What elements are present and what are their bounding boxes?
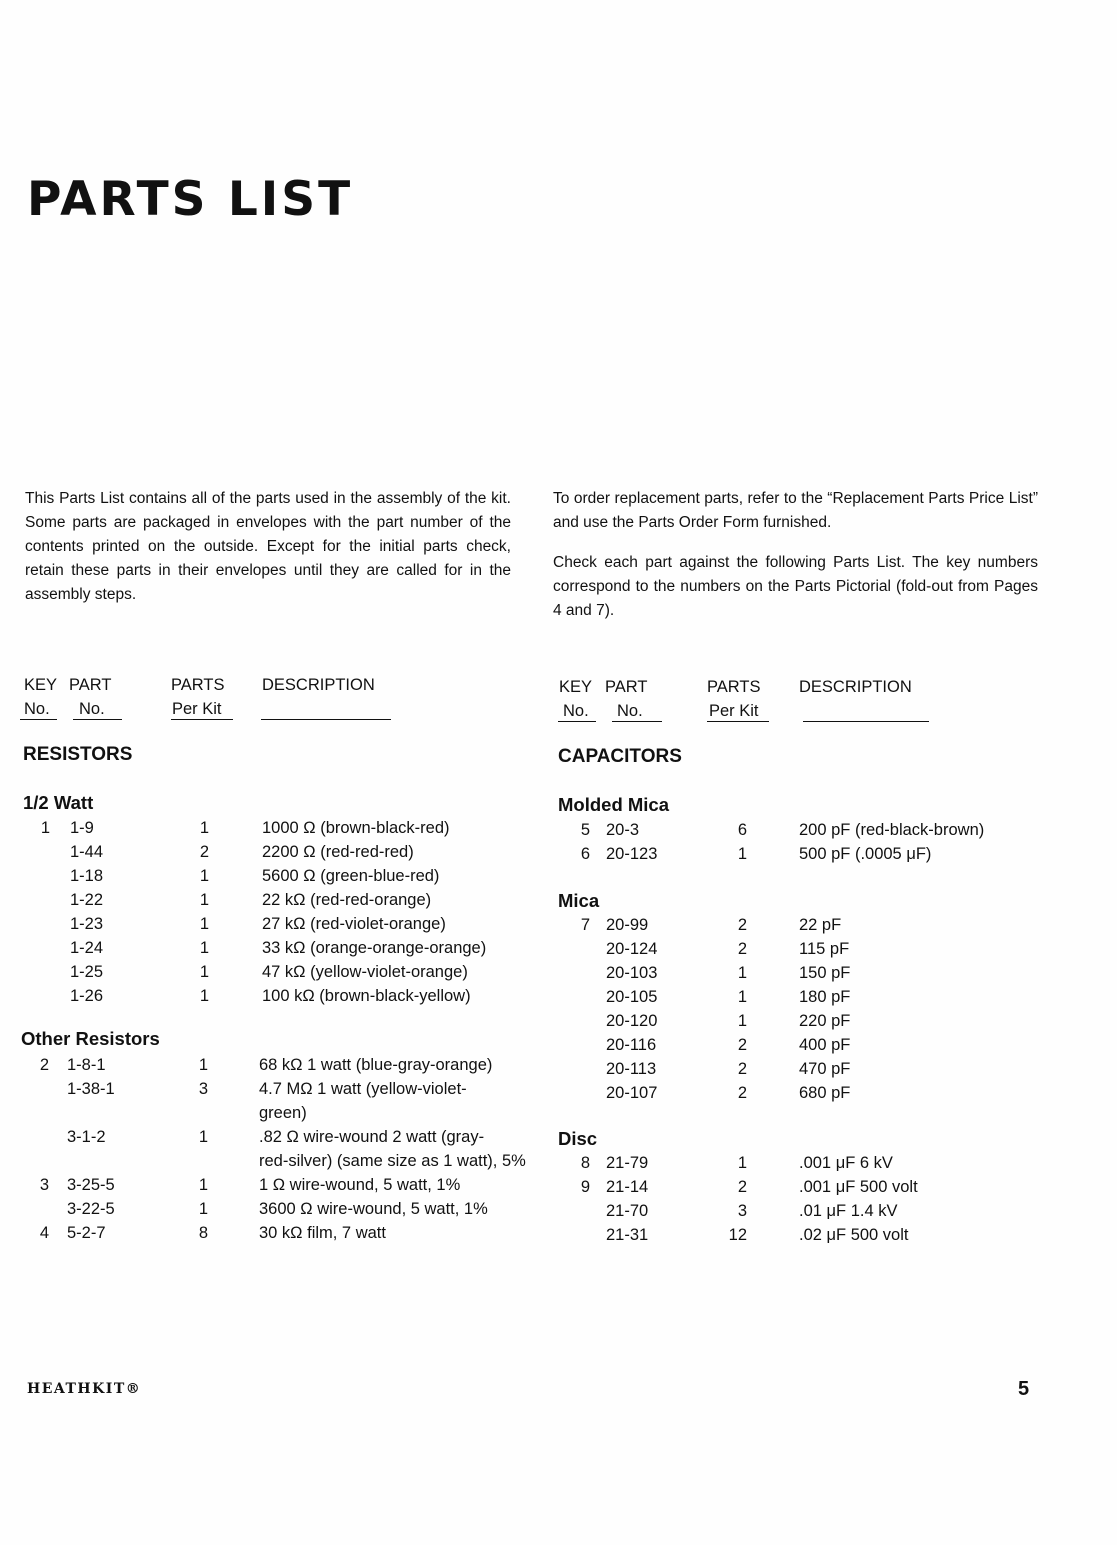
part-number: 3-22-5	[67, 1200, 115, 1218]
subsection-title-molded-mica: Molded Mica	[558, 794, 670, 815]
parts-per-kit: 3	[737, 1202, 747, 1220]
header-description: DESCRIPTION	[799, 678, 912, 696]
parts-per-kit: 1	[737, 1154, 747, 1172]
part-key-number: 1	[40, 819, 50, 837]
header-part: PART	[69, 676, 112, 694]
header-rule	[261, 719, 391, 720]
header-key: KEY	[559, 678, 593, 696]
part-description: .001 μF 500 volt	[799, 1178, 918, 1196]
parts-per-kit: 2	[737, 1084, 747, 1102]
header-key: KEY	[24, 676, 58, 694]
part-number: 1-18	[70, 867, 104, 885]
parts-per-kit: 1	[737, 845, 747, 863]
part-number: 20-99	[606, 916, 649, 934]
part-number: 21-14	[606, 1178, 649, 1196]
part-description: 470 pF	[799, 1060, 851, 1078]
parts-per-kit: 1	[199, 819, 209, 837]
part-description: 220 pF	[799, 1012, 851, 1030]
parts-per-kit: 1	[199, 939, 209, 957]
part-description: 680 pF	[799, 1084, 851, 1102]
part-description: .01 μF 1.4 kV	[799, 1202, 898, 1220]
part-number: 20-3	[606, 821, 640, 839]
parts-per-kit: 1	[199, 867, 209, 885]
parts-per-kit: 3	[198, 1080, 208, 1098]
subsection-title-half-watt: 1/2 Watt	[23, 792, 94, 813]
header-rule	[73, 719, 122, 720]
parts-per-kit: 8	[198, 1224, 208, 1242]
header-per-kit: Per Kit	[172, 700, 222, 718]
part-description: .02 μF 500 volt	[799, 1226, 909, 1244]
subsection-title-other-resistors: Other Resistors	[21, 1028, 160, 1049]
part-key-number: 7	[580, 916, 590, 934]
part-number: 1-22	[70, 891, 104, 909]
part-description: 33 kΩ (orange-orange-orange)	[262, 939, 487, 957]
parts-per-kit: 1	[198, 1128, 208, 1146]
intro-paragraph-left: This Parts List contains all of the parts used in the assembly of the kit. Some parts are packaged in envelopes with the part number of the contents printed on the outside. Except for the initial parts check, retain these parts in their envelopes until they are called for in the assembly steps.	[25, 490, 511, 603]
header-key-no: No.	[24, 700, 50, 718]
part-number: 1-38-1	[67, 1080, 115, 1098]
part-description: 68 kΩ 1 watt (blue-gray-orange)	[259, 1056, 493, 1074]
parts-per-kit: 1	[199, 963, 209, 981]
part-number: 3-1-2	[67, 1128, 106, 1146]
part-description: 27 kΩ (red-violet-orange)	[262, 915, 446, 933]
part-key-number: 8	[580, 1154, 590, 1172]
header-part-no: No.	[617, 702, 643, 720]
subsection-title-disc: Disc	[558, 1128, 598, 1149]
part-number: 3-25-5	[67, 1176, 115, 1194]
part-number: 1-44	[70, 843, 104, 861]
part-number: 1-8-1	[67, 1056, 106, 1074]
page-number: 5	[1018, 1378, 1030, 1400]
part-description: 100 kΩ (brown-black-yellow)	[262, 987, 471, 1005]
part-description: 5600 Ω (green-blue-red)	[262, 867, 440, 885]
part-number: 20-107	[606, 1084, 658, 1102]
part-description: 22 pF	[799, 916, 842, 934]
parts-per-kit: 2	[737, 1060, 747, 1078]
parts-per-kit: 2	[737, 1036, 747, 1054]
header-key-no: No.	[563, 702, 589, 720]
part-key-number: 3	[39, 1176, 49, 1194]
part-number: 20-103	[606, 964, 658, 982]
part-number: 21-31	[606, 1226, 649, 1244]
part-number: 21-79	[606, 1154, 649, 1172]
part-number: 20-123	[606, 845, 658, 863]
intro-paragraph-order: To order replacement parts, refer to the “Replacement Parts Price List” and use the Parts Order Form furnished.	[553, 490, 1038, 531]
part-number: 1-9	[70, 819, 94, 837]
section-title-capacitors: CAPACITORS	[558, 746, 682, 767]
part-number: 1-23	[70, 915, 104, 933]
intro-paragraph-check: Check each part against the following Parts List. The key numbers correspond to the numbers on the Parts Pictorial (fold-out from Pages 4 and 7).	[553, 554, 1038, 619]
part-description: 115 pF	[799, 940, 850, 958]
part-number: 20-105	[606, 988, 658, 1006]
part-key-number: 5	[580, 821, 590, 839]
header-per-kit: Per Kit	[709, 702, 759, 720]
part-number: 5-2-7	[67, 1224, 106, 1242]
header-part-no: No.	[79, 700, 105, 718]
part-description: 22 kΩ (red-red-orange)	[262, 891, 432, 909]
parts-per-kit: 2	[737, 940, 747, 958]
part-description: 200 pF (red-black-brown)	[799, 821, 985, 839]
parts-per-kit: 6	[737, 821, 747, 839]
header-rule	[171, 719, 233, 720]
part-key-number: 2	[39, 1056, 49, 1074]
part-description: 30 kΩ film, 7 watt	[259, 1224, 386, 1242]
parts-per-kit: 1	[198, 1176, 208, 1194]
header-rule	[612, 721, 662, 722]
section-title-resistors: RESISTORS	[23, 744, 133, 765]
part-number: 21-70	[606, 1202, 649, 1220]
part-number: 1-26	[70, 987, 104, 1005]
part-key-number: 9	[580, 1178, 590, 1196]
part-description: .001 μF 6 kV	[799, 1154, 893, 1172]
part-description: 500 pF (.0005 μF)	[799, 845, 932, 863]
parts-per-kit: 12	[728, 1226, 747, 1244]
part-description: 4.7 MΩ 1 watt (yellow-violet-	[259, 1080, 467, 1098]
part-description-continued: green)	[259, 1104, 307, 1122]
parts-per-kit: 1	[198, 1200, 208, 1218]
page-title: PARTS LIST	[27, 172, 354, 227]
header-description: DESCRIPTION	[262, 676, 375, 694]
parts-per-kit: 1	[737, 964, 747, 982]
part-description: 3600 Ω wire-wound, 5 watt, 1%	[259, 1200, 488, 1218]
heathkit-logo: HEATHKIT®	[27, 1381, 142, 1397]
header-rule	[20, 719, 57, 720]
header-parts: PARTS	[171, 676, 225, 694]
part-description: 1000 Ω (brown-black-red)	[262, 819, 450, 837]
parts-per-kit: 2	[199, 843, 209, 861]
part-number: 20-120	[606, 1012, 658, 1030]
parts-per-kit: 1	[198, 1056, 208, 1074]
parts-per-kit: 2	[737, 916, 747, 934]
parts-per-kit: 1	[737, 1012, 747, 1030]
part-description-continued: red-silver) (same size as 1 watt), 5%	[259, 1152, 526, 1170]
parts-per-kit: 1	[199, 915, 209, 933]
part-description: 2200 Ω (red-red-red)	[262, 843, 414, 861]
part-description: 150 pF	[799, 964, 851, 982]
header-part: PART	[605, 678, 648, 696]
header-rule	[707, 721, 769, 722]
parts-per-kit: 2	[737, 1178, 747, 1196]
header-rule	[558, 721, 596, 722]
part-number: 20-113	[606, 1060, 657, 1078]
header-parts: PARTS	[707, 678, 761, 696]
part-number: 20-116	[606, 1036, 657, 1054]
part-number: 1-25	[70, 963, 104, 981]
parts-per-kit: 1	[199, 891, 209, 909]
part-description: 47 kΩ (yellow-violet-orange)	[262, 963, 468, 981]
header-rule	[803, 721, 929, 722]
subsection-title-mica: Mica	[558, 890, 600, 911]
part-description: 400 pF	[799, 1036, 851, 1054]
part-key-number: 6	[580, 845, 590, 863]
part-description: 1 Ω wire-wound, 5 watt, 1%	[259, 1176, 461, 1194]
part-number: 1-24	[70, 939, 104, 957]
part-number: 20-124	[606, 940, 658, 958]
parts-per-kit: 1	[737, 988, 747, 1006]
part-description: .82 Ω wire-wound 2 watt (gray-	[259, 1128, 485, 1146]
part-key-number: 4	[39, 1224, 49, 1242]
parts-per-kit: 1	[199, 987, 209, 1005]
part-description: 180 pF	[799, 988, 851, 1006]
